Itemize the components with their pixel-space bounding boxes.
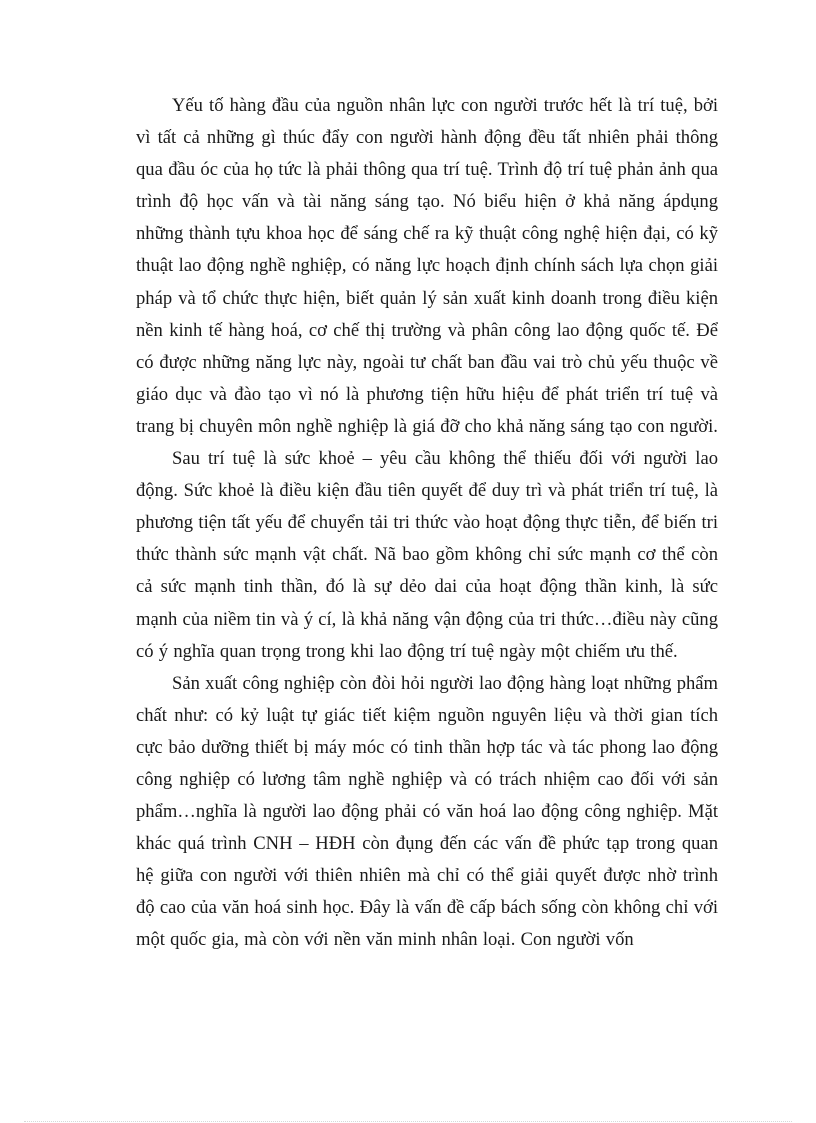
document-page — [136, 90, 718, 957]
paragraph-intellect: Yếu tố hàng đầu của nguồn nhân lực con người trước hết là trí tuệ, bởi vì tất cả những gì thúc đẩy con người hành động đều tất nhiên phải thông qua đầu óc của họ tức là phải thông qua trí tuệ. Trình độ trí tuệ phản ảnh qua trình độ học vấn và tài năng sáng tạo. Nó biểu hiện ở khả năng ápdụng những thành tựu khoa học để sáng chế ra kỹ thuật công nghệ hiện đại, có kỹ thuật lao động nghề nghiệp, có năng lực hoạch định chính sách lựa chọn giải pháp và tổ chức thực hiện, biết quản lý sản xuất kinh doanh trong điều kiện nền kinh tế hàng hoá, cơ chế thị trường và phân công lao động quốc tế. Để có được những năng lực này, ngoài tư chất ban đầu vai trò chủ yếu thuộc về giáo dục và đào tạo vì nó là phương tiện hữu hiệu để phát triển trí tuệ và trang bị chuyên môn nghề nghiệp là giá đỡ cho khả năng sáng tạo con người. — [136, 95, 718, 437]
paragraph-industrial-qualities: Sản xuất công nghiệp còn đòi hỏi người lao động hàng loạt những phẩm chất như: có kỷ luật tự giác tiết kiệm nguồn nguyên liệu và thời gian tích cực bảo dưỡng thiết bị máy móc có tinh thần hợp tác và tác phong lao động công nghiệp có lương tâm nghề nghiệp và có trách nhiệm cao đối với sản phẩm…nghĩa là người lao động phải có văn hoá lao động công nghiệp. Mặt khác quá trình CNH – HĐH còn đụng đến các vấn đề phức tạp trong quan hệ giữa con người với thiên nhiên mà chỉ có thể giải quyết được nhờ trình độ cao của văn hoá sinh học. Đây là vấn đề cấp bách sống còn không chỉ với một quốc gia, mà còn với nền văn minh nhân loại. Con người vốn — [136, 672, 718, 951]
paragraph-health: Sau trí tuệ là sức khoẻ – yêu cầu không thể thiếu đối với người lao động. Sức khoẻ là điều kiện đầu tiên quyết để duy trì và phát triển trí tuệ, là phương tiện tất yếu để chuyển tải tri thức vào hoạt động thực tiễn, để biến tri thức thành sức mạnh vật chất. Nã bao gồm không chỉ sức mạnh cơ thể còn cả sức mạnh tinh thần, đó là sự dẻo dai của hoạt động thần kinh, là sức mạnh của niềm tin và ý cí, là khả năng vận động của tri thức…điều này cũng có ý nghĩa quan trọng trong khi lao động trí tuệ ngày một chiếm ưu thế. — [136, 448, 718, 662]
page-bottom-divider — [24, 1121, 792, 1122]
